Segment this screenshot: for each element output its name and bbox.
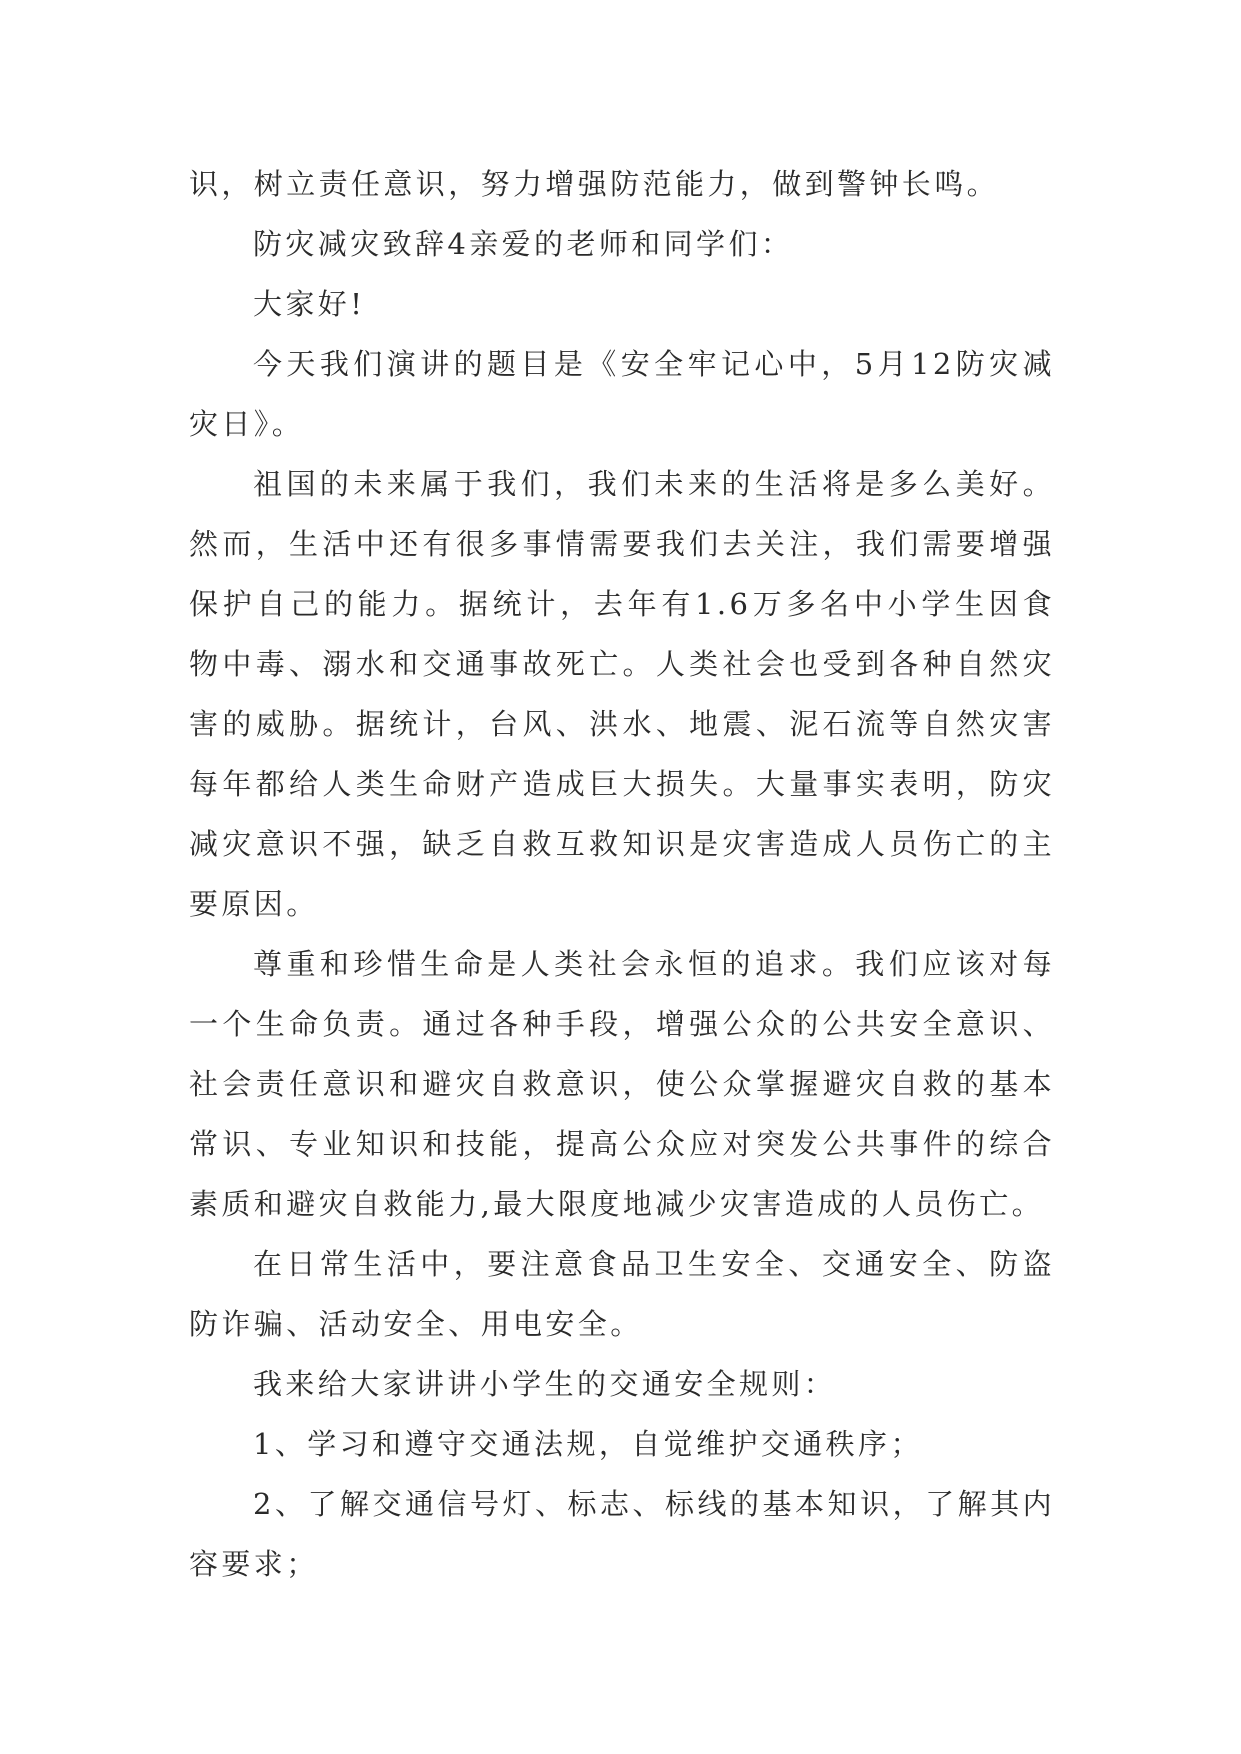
paragraph-4: 今天我们演讲的题目是《安全牢记心中，5月12防灾减灾日》。 — [189, 347, 1055, 441]
paragraph-6: 尊重和珍惜生命是人类社会永恒的追求。我们应该对每一个生命负责。通过各种手段，增强公众的公共安全意识、社会责任意识和避灾自救意识，使公众掌握避灾自救的基本常识、专业知识和技能，提高公众应对突发公共事件的综合素质和避灾自救能力,最大限度地减少灾害造成的人员伤亡。 — [189, 947, 1055, 1221]
paragraph-2: 防灾减灾致辞4亲爱的老师和同学们： — [253, 227, 794, 261]
paragraph-10: 2、了解交通信号灯、标志、标线的基本知识，了解其内容要求； — [189, 1487, 1055, 1581]
paragraph-7: 在日常生活中，要注意食品卫生安全、交通安全、防盗防诈骗、活动安全、用电安全。 — [189, 1247, 1055, 1341]
paragraph-8: 我来给大家讲讲小学生的交通安全规则： — [253, 1367, 837, 1401]
paragraph-3: 大家好! — [253, 287, 366, 321]
paragraph-1: 识，树立责任意识，努力增强防范能力，做到警钟长鸣。 — [189, 167, 1000, 201]
paragraph-5: 祖国的未来属于我们，我们未来的生活将是多么美好。然而，生活中还有很多事情需要我们去关注，我们需要增强保护自己的能力。据统计，去年有1.6万多名中小学生因食物中毒、溺水和交通事故死亡。人类社会也受到各种自然灾害的威胁。据统计，台风、洪水、地震、泥石流等自然灾害每年都给人类生命财产造成巨大损失。大量事实表明，防灾减灾意识不强，缺乏自救互救知识是灾害造成人员伤亡的主要原因。 — [189, 467, 1055, 921]
paragraph-9: 1、学习和遵守交通法规，自觉维护交通秩序； — [253, 1427, 923, 1461]
document-body — [189, 154, 1055, 1594]
